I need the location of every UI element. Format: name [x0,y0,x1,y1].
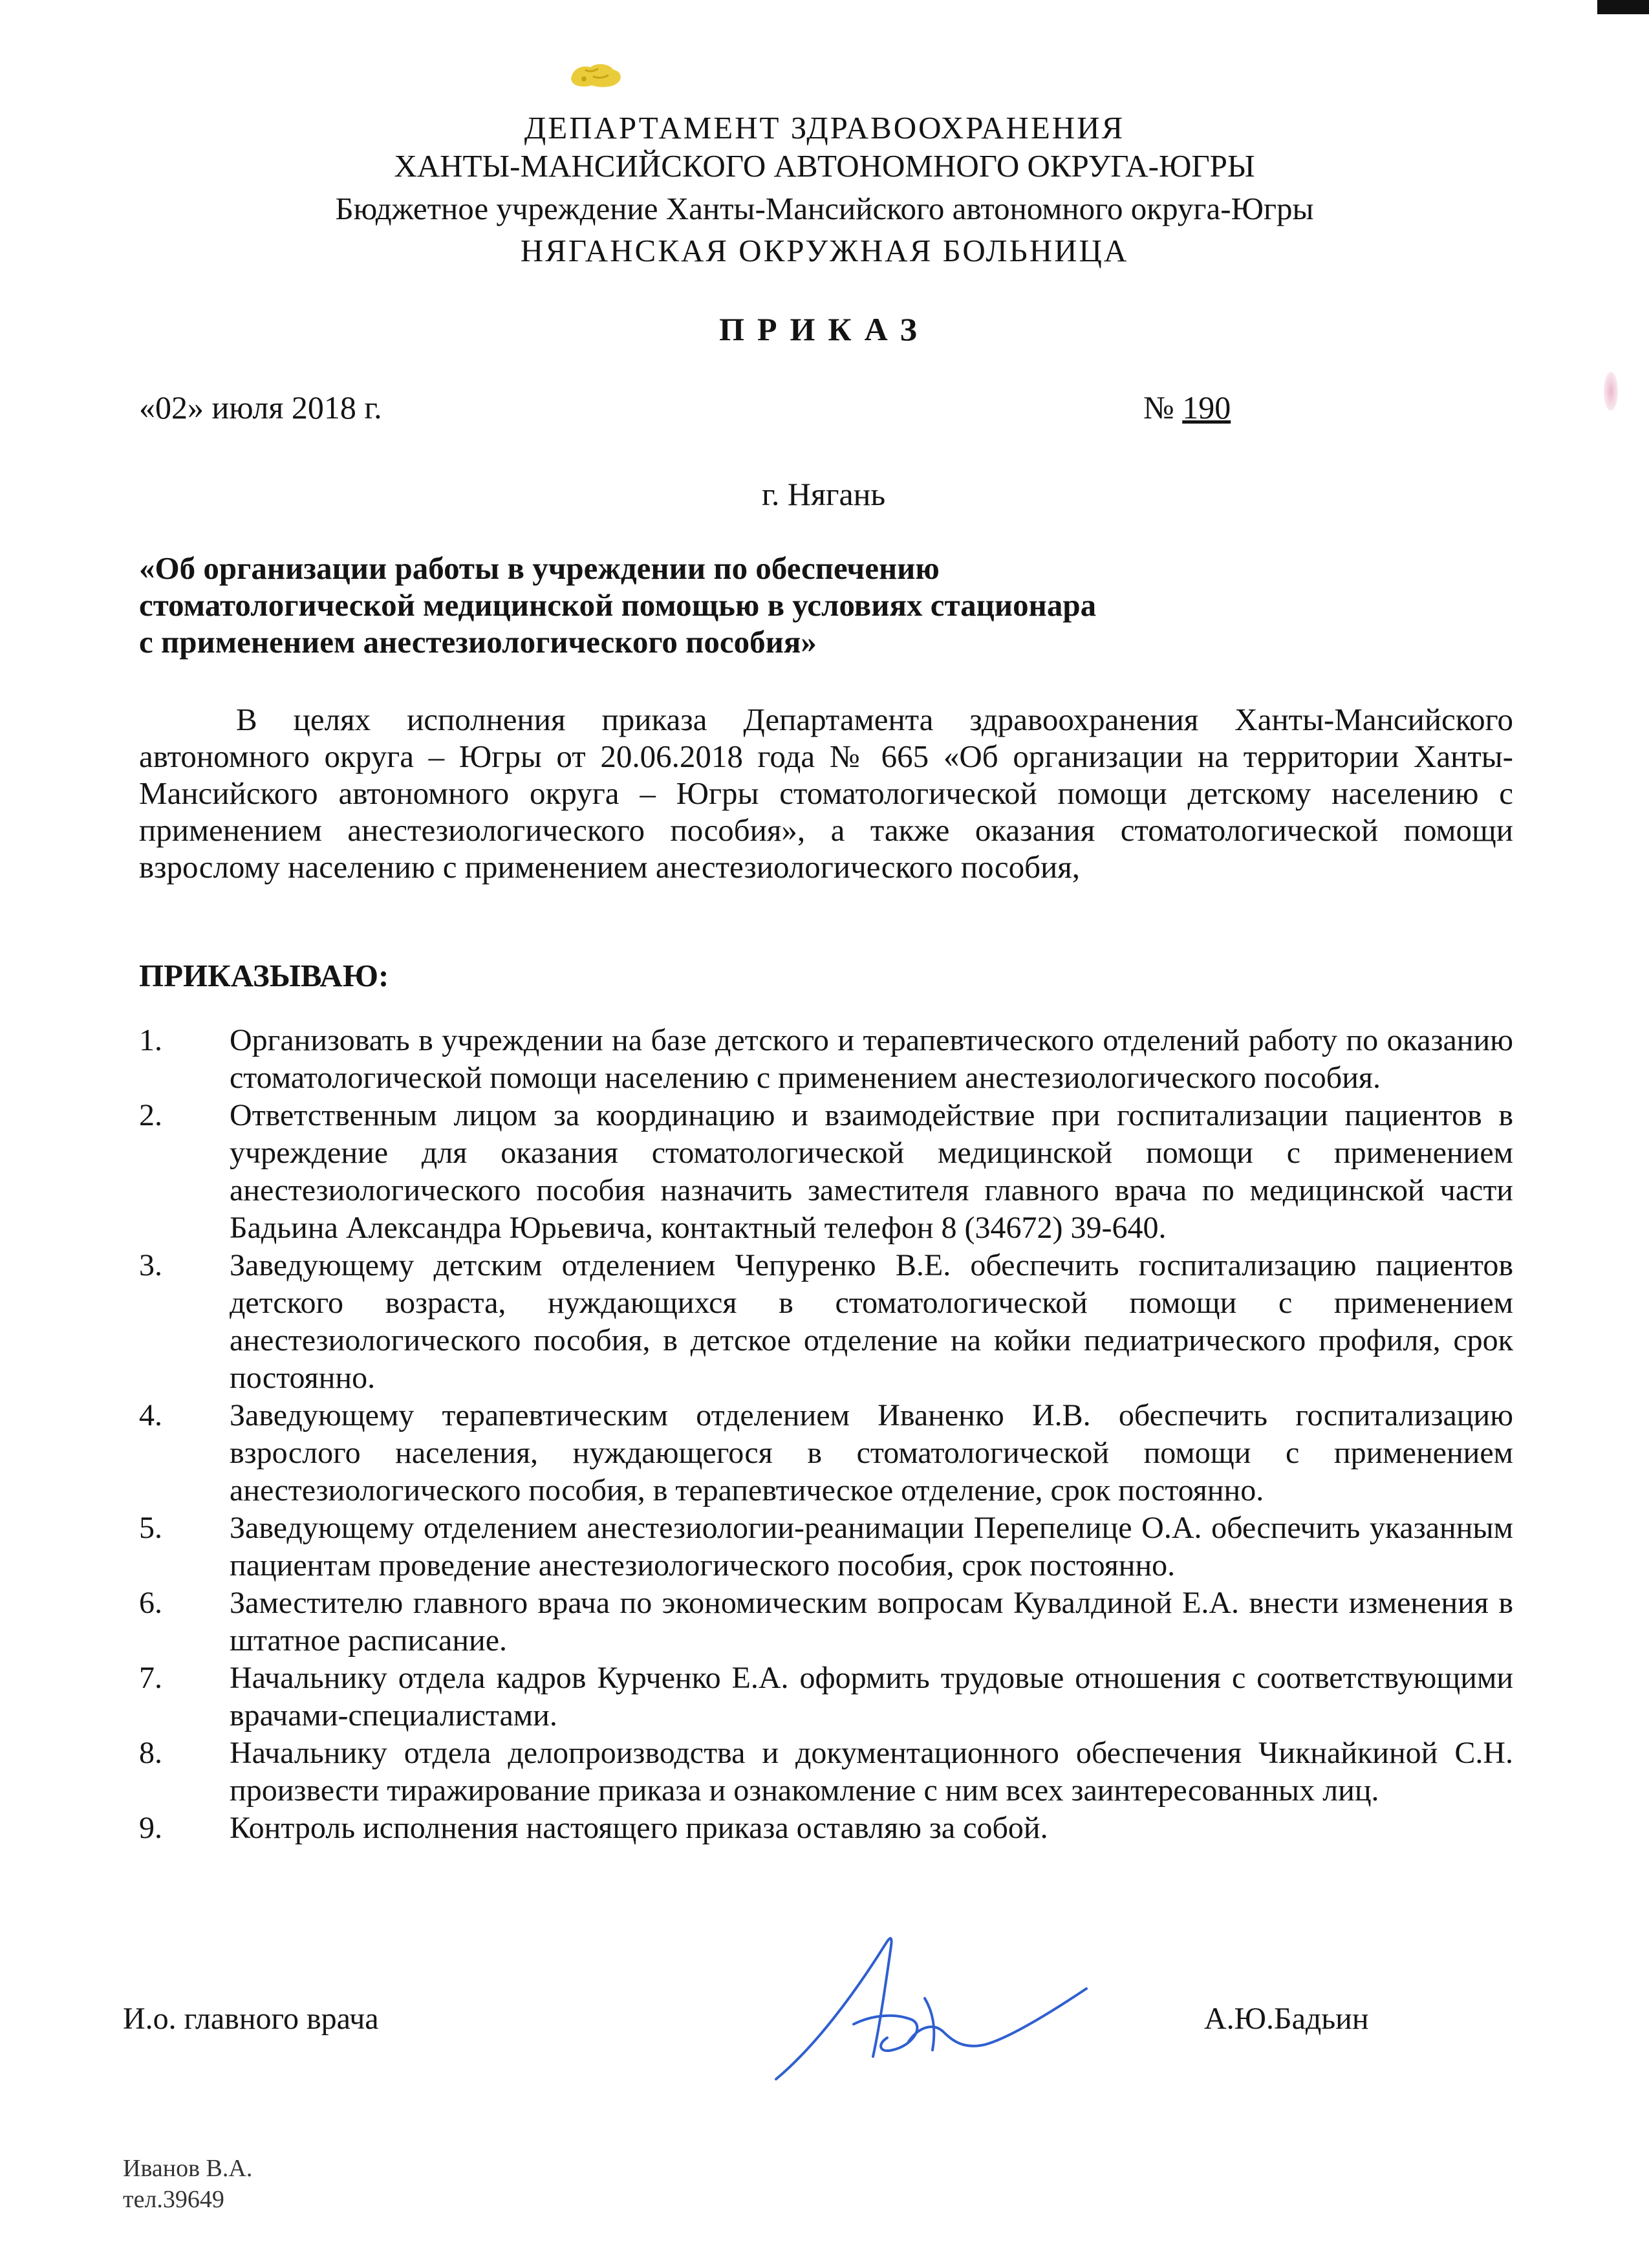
order-city: г. Нягань [762,476,886,512]
order-number [1143,388,1231,427]
list-item [139,1022,1513,1097]
item-number: 7. [139,1661,162,1695]
signatory-name: А.Ю.Бадьин [1204,2002,1369,2036]
item-number: 6. [139,1586,162,1620]
item-number: 3. [139,1248,162,1282]
item-number: 9. [139,1811,162,1845]
order-items-list [139,1022,1513,1847]
scan-smudge [1604,372,1618,411]
item-text: Организовать в учреждении на базе детского и терапевтического отделений работу по оказанию стоматологической помощи населению с применением анестезиологического пособия. [230,1023,1513,1095]
header-okrug: ХАНТЫ-МАНСИЙСКОГО АВТОНОМНОГО ОКРУГА-ЮГРЫ [394,148,1255,184]
scan-corner-mark [1597,0,1649,14]
list-item [139,1247,1513,1397]
signatory-role: И.о. главного врача [123,2002,379,2036]
subject-line: «Об организации работы в учреждении по обеспечению [139,550,940,586]
list-item [139,1734,1513,1809]
item-number: 2. [139,1098,162,1132]
item-number: 5. [139,1511,162,1545]
item-text: Заведующему терапевтическим отделением Иваненко И.В. обеспечить госпитализацию взрослого населения, нуждающегося в стоматологической помощи с применением анестезиологического пособия, в терапевтическое отделение, срок постоянно. [230,1398,1513,1507]
header-institution: Бюджетное учреждение Ханты-Мансийского автономного округа-Югры [335,191,1314,226]
item-text: Начальнику отдела кадров Курченко Е.А. оформить трудовые отношения с соответствующими врачами-специалистами. [230,1661,1513,1733]
header-hospital: НЯГАНСКАЯ ОКРУЖНАЯ БОЛЬНИЦА [520,233,1129,268]
orders-heading: ПРИКАЗЫВАЮ: [139,958,389,993]
executor-name: Иванов В.А. [123,2155,253,2182]
list-item [139,1097,1513,1247]
emblem-icon [566,59,624,91]
item-text: Контроль исполнения настоящего приказа оставляю за собой. [230,1811,1048,1845]
list-item [139,1809,1513,1847]
preamble-paragraph: В целях исполнения приказа Департамента здравоохранения Ханты-Мансийского автономного округа – Югры от 20.06.2018 года № 665 «Об организации на территории Ханты-Мансийского автономного округа – Югры стоматологической помощи детскому населению с применением анестезиологического пособия», а также оказания стоматологической помощи взрослому населению с применением анестезиологического пособия, [139,702,1513,885]
signature-icon [763,1917,1099,2086]
item-number: 1. [139,1023,162,1057]
subject-line: стоматологической медицинской помощью в условиях стационара [139,587,1097,623]
list-item [139,1509,1513,1584]
header-department: ДЕПАРТАМЕНТ ЗДРАВООХРАНЕНИЯ [524,110,1125,146]
order-subject [139,550,1303,660]
item-text: Начальнику отдела делопроизводства и документационного обеспечения Чикнайкиной С.Н. произвести тиражирование приказа и ознакомление с ним всех заинтересованных лиц. [230,1736,1513,1808]
item-text: Заместителю главного врача по экономическим вопросам Кувалдиной Е.А. внести изменения в штатное расписание. [230,1586,1513,1658]
item-text: Заведующему отделением анестезиологии-реанимации Перепелице О.А. обеспечить указанным пациентам проведение анестезиологического пособия, срок постоянно. [230,1511,1513,1582]
order-number-label: № [1143,389,1174,426]
item-number: 8. [139,1736,162,1770]
executor-phone: тел.39649 [123,2186,224,2213]
document-title: ПРИКАЗ [719,311,930,347]
list-item [139,1584,1513,1659]
list-item [139,1659,1513,1734]
list-item [139,1397,1513,1509]
item-number: 4. [139,1398,162,1432]
order-date: «02» июля 2018 г. [139,389,382,426]
order-number-value: 190 [1182,389,1231,426]
subject-line: с применением анестезиологического пособия» [139,624,817,660]
item-text: Заведующему детским отделением Чепуренко В.Е. обеспечить госпитализацию пациентов детского возраста, нуждающихся в стоматологической помощи с применением анестезиологического пособия, в детское отделение на койки педиатрического профиля, срок постоянно. [230,1248,1513,1395]
item-text: Ответственным лицом за координацию и взаимодействие при госпитализации пациентов в учреждение для оказания стоматологической медицинской помощи с применением анестезиологического пособия назначить заместителя главного врача по медицинской части Бадьина Александра Юрьевича, контактный телефон 8 (34672) 39-640. [230,1098,1513,1245]
